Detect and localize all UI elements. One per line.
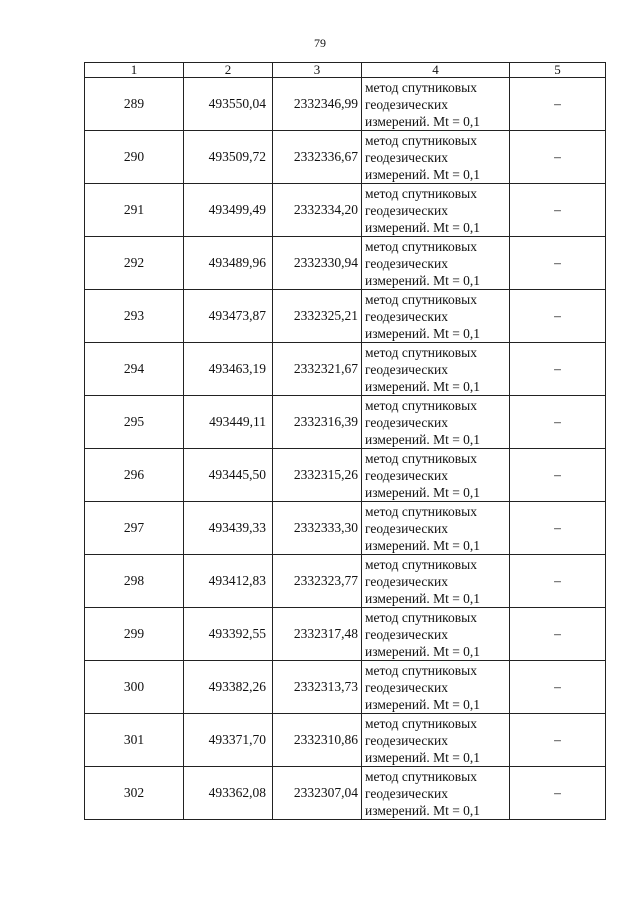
note-cell: –: [510, 449, 606, 502]
table-row: [85, 343, 606, 396]
column-header-5: 5: [510, 63, 606, 78]
method-text-line: геодезических: [365, 785, 448, 801]
x-coordinate-cell: 493550,04: [184, 78, 273, 131]
point-number-cell: 296: [85, 449, 184, 502]
y-coordinate-cell: 2332315,26: [273, 449, 362, 502]
method-cell: [362, 767, 510, 820]
table-row: [85, 237, 606, 290]
y-coordinate-cell: 2332323,77: [273, 555, 362, 608]
method-text-line: измерений. Mt = 0,1: [365, 643, 481, 659]
method-text-line: измерений. Mt = 0,1: [365, 802, 481, 818]
table-row: [85, 131, 606, 184]
method-text-line: метод спутниковых: [365, 503, 477, 519]
method-text-line: метод спутниковых: [365, 556, 477, 572]
y-coordinate-cell: 2332336,67: [273, 131, 362, 184]
note-cell: –: [510, 290, 606, 343]
method-text-line: геодезических: [365, 202, 448, 218]
table-header: [85, 63, 606, 78]
point-number-cell: 301: [85, 714, 184, 767]
x-coordinate-cell: 493362,08: [184, 767, 273, 820]
note-cell: –: [510, 131, 606, 184]
note-cell: –: [510, 502, 606, 555]
x-coordinate-cell: 493392,55: [184, 608, 273, 661]
method-cell: [362, 396, 510, 449]
point-number-cell: 290: [85, 131, 184, 184]
table-row: [85, 661, 606, 714]
method-text-line: метод спутниковых: [365, 768, 477, 784]
method-cell: [362, 714, 510, 767]
method-text-line: измерений. Mt = 0,1: [365, 537, 481, 553]
method-text-line: измерений. Mt = 0,1: [365, 431, 481, 447]
x-coordinate-cell: 493499,49: [184, 184, 273, 237]
x-coordinate-cell: 493412,83: [184, 555, 273, 608]
point-number-cell: 295: [85, 396, 184, 449]
x-coordinate-cell: 493509,72: [184, 131, 273, 184]
point-number-cell: 292: [85, 237, 184, 290]
method-cell: [362, 290, 510, 343]
method-text-line: геодезических: [365, 414, 448, 430]
note-cell: –: [510, 661, 606, 714]
column-header-3: 3: [273, 63, 362, 78]
method-text-line: геодезических: [365, 467, 448, 483]
y-coordinate-cell: 2332334,20: [273, 184, 362, 237]
y-coordinate-cell: 2332307,04: [273, 767, 362, 820]
note-cell: –: [510, 608, 606, 661]
point-number-cell: 291: [85, 184, 184, 237]
method-text-line: геодезических: [365, 732, 448, 748]
x-coordinate-cell: 493449,11: [184, 396, 273, 449]
method-text-line: измерений. Mt = 0,1: [365, 113, 481, 129]
column-header-2: 2: [184, 63, 273, 78]
x-coordinate-cell: 493445,50: [184, 449, 273, 502]
method-text-line: геодезических: [365, 308, 448, 324]
table-row: [85, 714, 606, 767]
x-coordinate-cell: 493439,33: [184, 502, 273, 555]
method-cell: [362, 184, 510, 237]
note-cell: –: [510, 396, 606, 449]
method-text-line: геодезических: [365, 96, 448, 112]
x-coordinate-cell: 493463,19: [184, 343, 273, 396]
method-cell: [362, 237, 510, 290]
method-text-line: метод спутниковых: [365, 79, 477, 95]
method-text-line: геодезических: [365, 626, 448, 642]
method-text-line: геодезических: [365, 520, 448, 536]
note-cell: –: [510, 714, 606, 767]
table-row: [85, 396, 606, 449]
method-text-line: метод спутниковых: [365, 609, 477, 625]
point-number-cell: 302: [85, 767, 184, 820]
x-coordinate-cell: 493371,70: [184, 714, 273, 767]
method-text-line: измерений. Mt = 0,1: [365, 749, 481, 765]
method-cell: [362, 131, 510, 184]
method-text-line: метод спутниковых: [365, 450, 477, 466]
method-text-line: геодезических: [365, 361, 448, 377]
note-cell: –: [510, 555, 606, 608]
y-coordinate-cell: 2332310,86: [273, 714, 362, 767]
method-text-line: метод спутниковых: [365, 291, 477, 307]
table-row: [85, 767, 606, 820]
method-text-line: измерений. Mt = 0,1: [365, 696, 481, 712]
method-text-line: геодезических: [365, 255, 448, 271]
method-text-line: геодезических: [365, 679, 448, 695]
y-coordinate-cell: 2332321,67: [273, 343, 362, 396]
method-cell: [362, 502, 510, 555]
method-text-line: метод спутниковых: [365, 397, 477, 413]
table-body: [85, 78, 606, 820]
method-text-line: измерений. Mt = 0,1: [365, 272, 481, 288]
method-text-line: измерений. Mt = 0,1: [365, 484, 481, 500]
method-text-line: измерений. Mt = 0,1: [365, 325, 481, 341]
page-number: 79: [314, 36, 326, 50]
x-coordinate-cell: 493489,96: [184, 237, 273, 290]
table-row: [85, 608, 606, 661]
table-row: [85, 290, 606, 343]
y-coordinate-cell: 2332333,30: [273, 502, 362, 555]
method-text-line: измерений. Mt = 0,1: [365, 166, 481, 182]
method-cell: [362, 343, 510, 396]
method-cell: [362, 555, 510, 608]
y-coordinate-cell: 2332313,73: [273, 661, 362, 714]
method-text-line: измерений. Mt = 0,1: [365, 590, 481, 606]
y-coordinate-cell: 2332330,94: [273, 237, 362, 290]
method-text-line: метод спутниковых: [365, 344, 477, 360]
table-row: [85, 184, 606, 237]
method-text-line: измерений. Mt = 0,1: [365, 378, 481, 394]
y-coordinate-cell: 2332325,21: [273, 290, 362, 343]
column-header-1: 1: [85, 63, 184, 78]
table-row: [85, 502, 606, 555]
method-text-line: геодезических: [365, 149, 448, 165]
method-text-line: метод спутниковых: [365, 185, 477, 201]
method-text-line: метод спутниковых: [365, 132, 477, 148]
point-number-cell: 289: [85, 78, 184, 131]
method-cell: [362, 449, 510, 502]
y-coordinate-cell: 2332316,39: [273, 396, 362, 449]
x-coordinate-cell: 493473,87: [184, 290, 273, 343]
method-cell: [362, 661, 510, 714]
note-cell: –: [510, 184, 606, 237]
point-number-cell: 293: [85, 290, 184, 343]
table-row: [85, 449, 606, 502]
point-number-cell: 297: [85, 502, 184, 555]
table-row: [85, 555, 606, 608]
method-cell: [362, 608, 510, 661]
point-number-cell: 299: [85, 608, 184, 661]
point-number-cell: 294: [85, 343, 184, 396]
point-number-cell: 300: [85, 661, 184, 714]
coordinates-table: [84, 62, 606, 820]
header-row: [85, 63, 606, 78]
method-text-line: метод спутниковых: [365, 662, 477, 678]
method-cell: [362, 78, 510, 131]
method-text-line: измерений. Mt = 0,1: [365, 219, 481, 235]
method-text-line: геодезических: [365, 573, 448, 589]
table-row: [85, 78, 606, 131]
note-cell: –: [510, 343, 606, 396]
note-cell: –: [510, 237, 606, 290]
method-text-line: метод спутниковых: [365, 238, 477, 254]
note-cell: –: [510, 78, 606, 131]
note-cell: –: [510, 767, 606, 820]
column-header-4: 4: [362, 63, 510, 78]
y-coordinate-cell: 2332346,99: [273, 78, 362, 131]
point-number-cell: 298: [85, 555, 184, 608]
method-text-line: метод спутниковых: [365, 715, 477, 731]
y-coordinate-cell: 2332317,48: [273, 608, 362, 661]
x-coordinate-cell: 493382,26: [184, 661, 273, 714]
